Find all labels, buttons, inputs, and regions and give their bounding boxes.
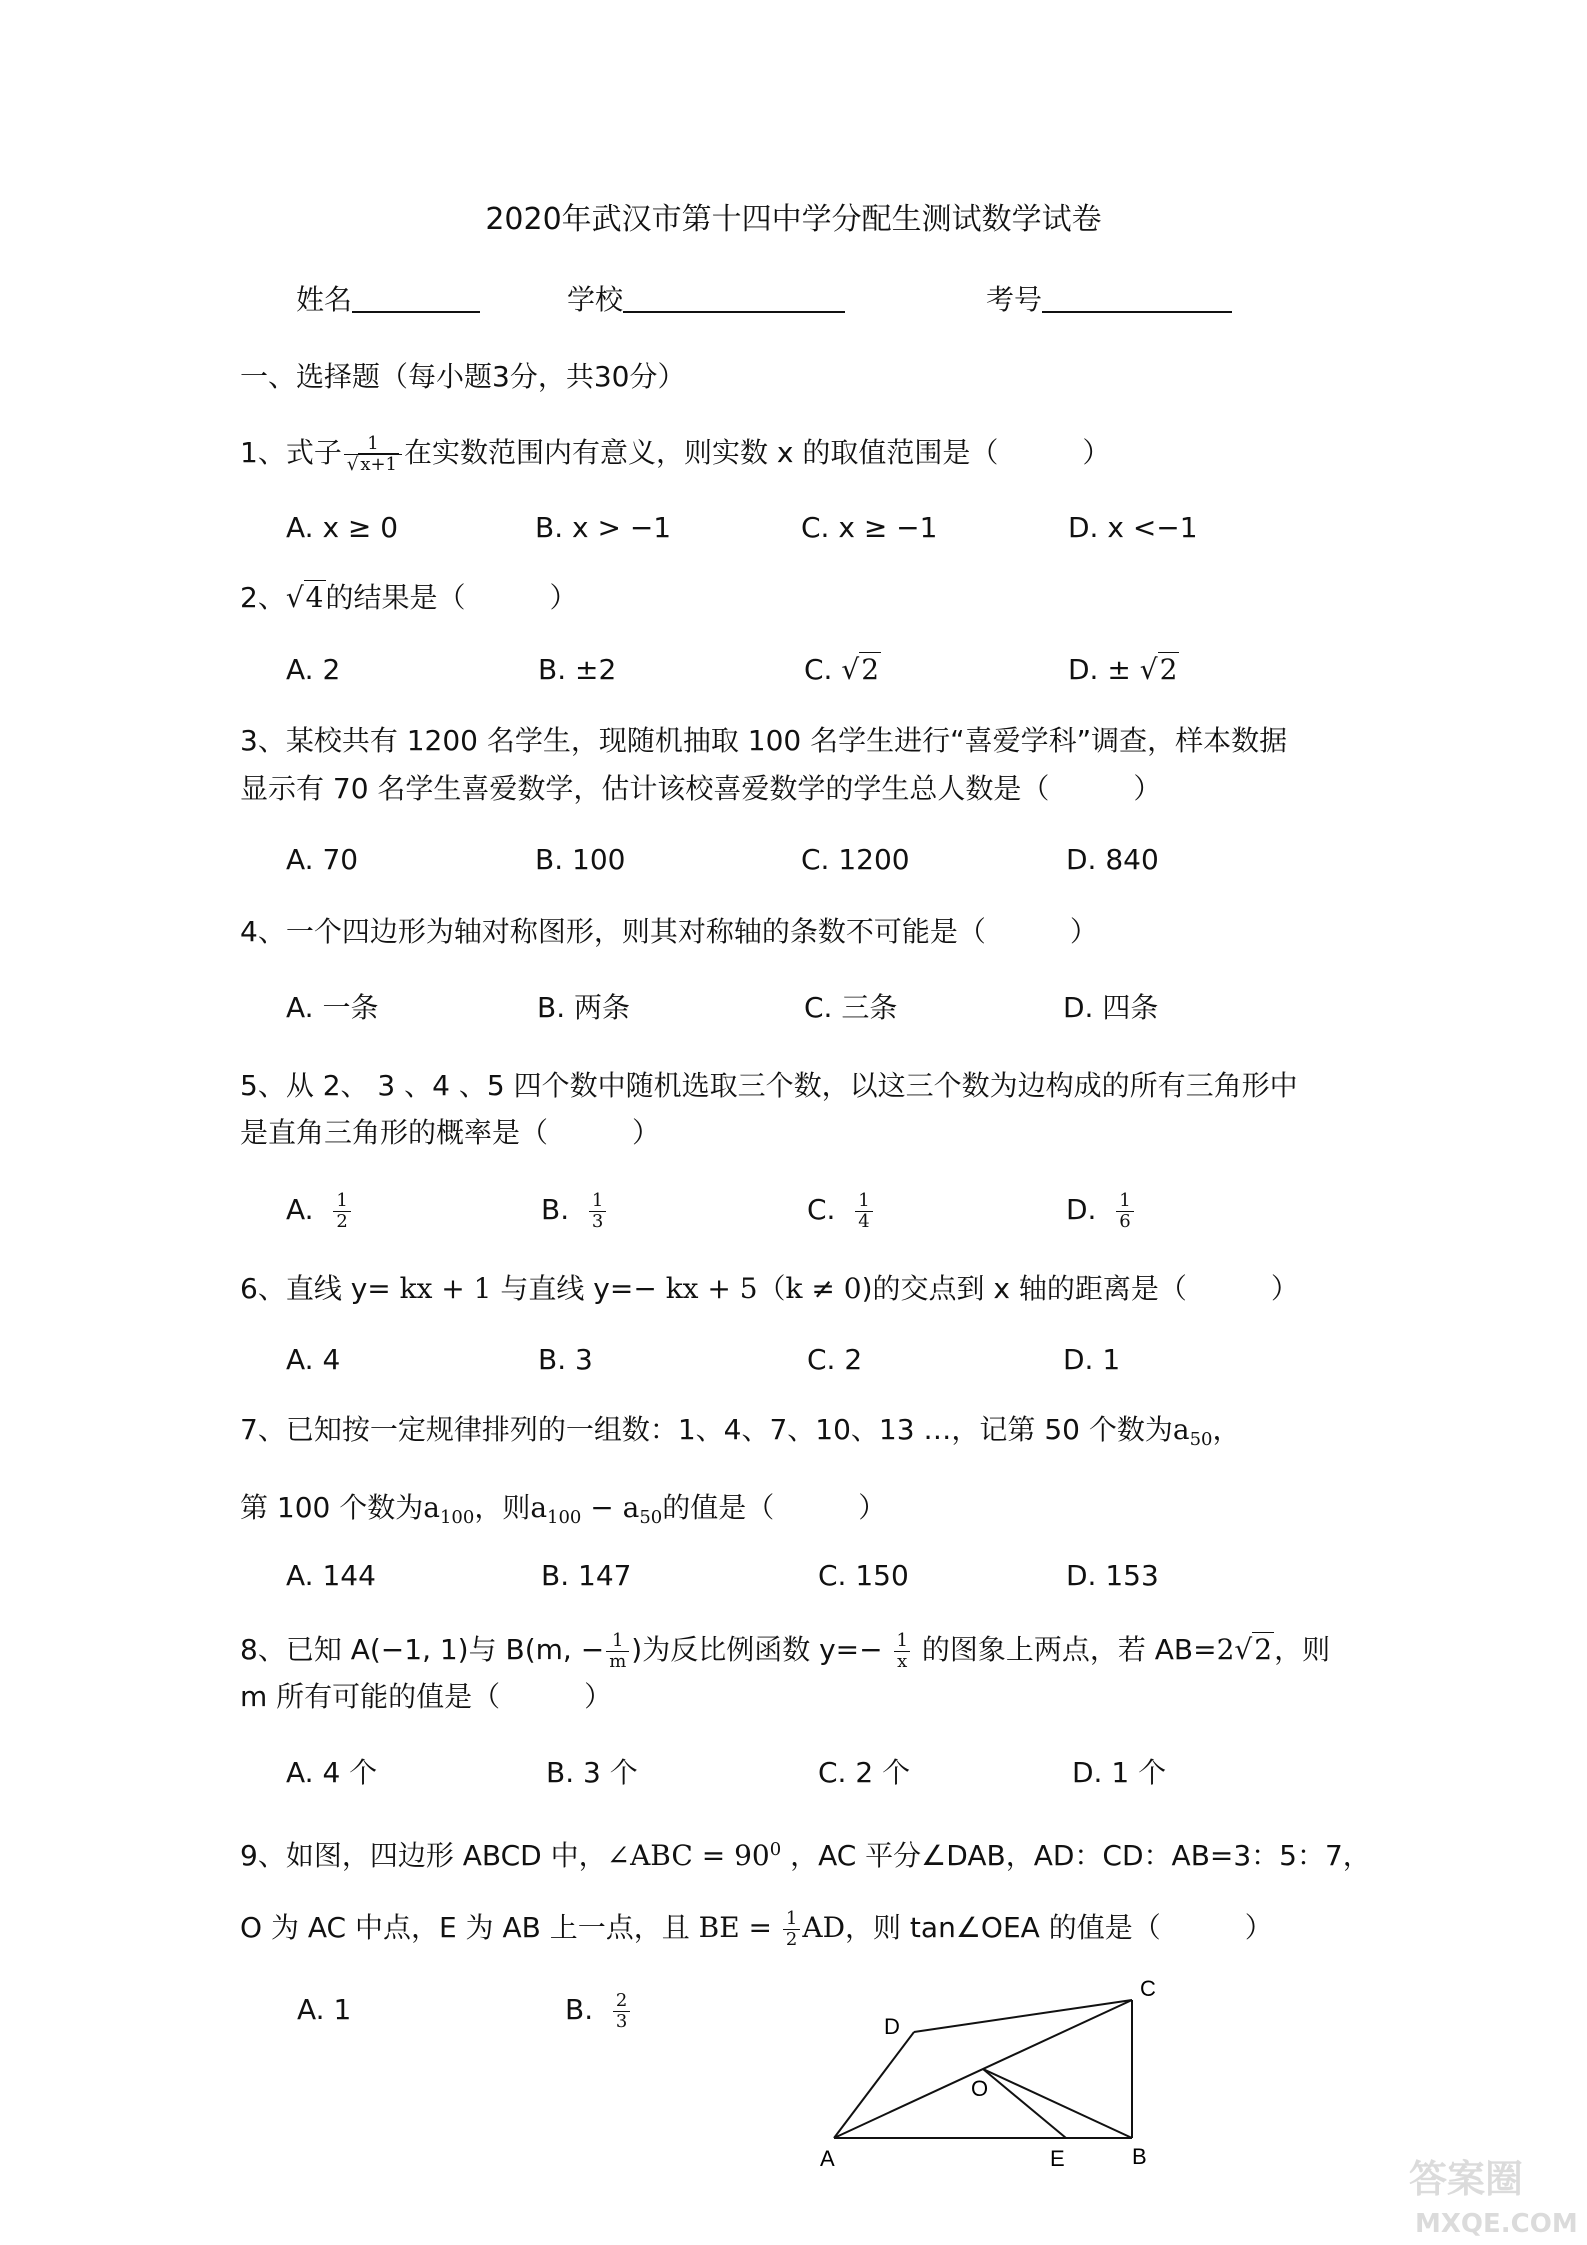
q7-a-symbol-3: a [530, 1491, 548, 1524]
q7-index-100: 100 [439, 1507, 475, 1528]
school-blank[interactable] [623, 283, 845, 313]
q8-yfrac-den: x [894, 1651, 910, 1672]
label-b: B [1132, 2144, 1147, 2169]
q9-b-den: 3 [613, 2011, 630, 2032]
q8-coef: 2 [1216, 1633, 1235, 1666]
q7-option-a: A. 144 [286, 1559, 376, 1592]
q9-text-4: ，则 tan∠OEA 的值是（ ） [845, 1911, 1273, 1944]
q7-index-50-b: 50 [639, 1507, 663, 1528]
q6-option-a: A. 4 [286, 1343, 341, 1376]
q8-option-a: A. 4 个 [286, 1756, 378, 1789]
exam-no-label: 考号 [986, 283, 1043, 316]
q7-a-symbol-2: a [423, 1491, 440, 1524]
question-4: 4、一个四边形为轴对称图形，则其对称轴的条数不可能是（ ） [240, 915, 1098, 948]
q6-option-c: C. 2 [807, 1343, 863, 1376]
q3-option-d: D. 840 [1066, 843, 1159, 876]
question-7-line-2 [240, 1488, 886, 1538]
q5-option-b-fraction [589, 1191, 606, 1232]
q2-option-c-radicand: 2 [861, 653, 880, 686]
q9-option-a: A. 1 [297, 1993, 352, 2026]
q9-frac-den: 2 [783, 1929, 800, 1950]
question-9-line-1 [240, 1830, 1371, 1876]
q7-a-symbol-4: a [622, 1491, 640, 1524]
q1-option-c: C. x ≥ −1 [801, 511, 938, 544]
q9-option-b-fraction [613, 1991, 630, 2032]
section-heading: 一、选择题（每小题3分，共30分） [240, 360, 686, 393]
q7-text-1: 7、已知按一定规律排列的一组数：1、4、7、10、13 …，记第 50 个数为 [240, 1413, 1173, 1446]
school-label: 学校 [567, 283, 624, 316]
q2-option-d-label: D. ± [1068, 653, 1140, 686]
q7-option-d: D. 153 [1066, 1559, 1159, 1592]
q6-text-1: 6、直线 y= [240, 1272, 391, 1305]
q7-text-3: 第 100 个数为 [240, 1491, 424, 1524]
q8-yfrac-num: 1 [896, 1629, 908, 1651]
q6-math-1: kx + 1 [390, 1272, 501, 1305]
q5-option-d-fraction [1116, 1191, 1133, 1232]
label-e: E [1050, 2146, 1065, 2171]
q6-math-3: k ≠ 0 [785, 1272, 862, 1305]
question-6 [240, 1269, 1299, 1309]
q3-option-a: A. 70 [286, 843, 359, 876]
q1-frac-den: √ x+1 [344, 454, 402, 475]
watermark-top-text: 答案圈 [1409, 2157, 1524, 2201]
q9-b-num: 2 [615, 1989, 628, 2011]
q7-a100 [423, 1491, 475, 1528]
q8-frac-den: m [606, 1651, 629, 1672]
q2-option-c-label: C. [804, 653, 842, 686]
label-a: A [820, 2146, 835, 2171]
q5-option-a-label: A. [286, 1193, 314, 1226]
q5-option-c [807, 1190, 875, 1232]
segment-ob [983, 2069, 1132, 2138]
q9-math-ad: AD [802, 1911, 846, 1944]
watermark-bottom-text: MXQE.COM [1415, 2209, 1578, 2239]
q5-option-b-label: B. [541, 1193, 570, 1226]
q8-text-2: )为反比例函数 y=− [631, 1633, 883, 1666]
q6-option-d: D. 1 [1063, 1343, 1121, 1376]
q9-text-3: O 为 AC 中点，E 为 AB 上一点，且 [240, 1911, 690, 1944]
question-3-line-2: 显示有 70 名学生喜爱数学，估计该校喜爱数学的学生总人数是（ ） [240, 772, 1162, 805]
q2-radicand: 4 [305, 581, 324, 614]
q7-difference [530, 1491, 663, 1528]
question-2 [240, 578, 578, 618]
q5-c-den: 4 [855, 1211, 872, 1232]
q9-option-b-label: B. [565, 1993, 594, 2026]
q7-minus: − [581, 1491, 623, 1524]
q1-prefix: 1、式子 [240, 436, 342, 469]
q1-option-d: D. x <−1 [1068, 511, 1198, 544]
q2-option-c [804, 650, 881, 690]
q9-text-2: ，AC 平分∠DAB，AD：CD：AB=3：5：7， [790, 1839, 1371, 1872]
question-1 [240, 433, 1110, 475]
q1-radicand: x+1 [360, 453, 397, 475]
q7-option-c: C. 150 [818, 1559, 909, 1592]
q9-figure [800, 1960, 1200, 2180]
q8-fraction-1 [606, 1631, 629, 1672]
q1-fraction [344, 434, 402, 475]
q6-option-b: B. 3 [538, 1343, 593, 1376]
q7-text-5: 的值是（ ） [662, 1491, 887, 1524]
q1-frac-num: 1 [367, 432, 379, 454]
q2-prefix: 2、 [240, 581, 286, 614]
q9-angle [607, 1839, 782, 1872]
q5-option-d-label: D. [1066, 1193, 1097, 1226]
q2-option-d-radicand: 2 [1159, 653, 1178, 686]
q5-option-c-fraction [855, 1191, 872, 1232]
q1-option-b: B. x > −1 [535, 511, 672, 544]
q8-option-c: C. 2 个 [818, 1756, 911, 1789]
q8-fraction-2 [894, 1631, 911, 1672]
q4-option-c: C. 三条 [804, 991, 898, 1024]
q2-option-a: A. 2 [286, 653, 341, 686]
q8-frac-num: 1 [612, 1629, 624, 1651]
q6-math-2: − kx + 5 [633, 1272, 758, 1305]
watermark-logo [1405, 2150, 1580, 2240]
q7-option-b: B. 147 [541, 1559, 632, 1592]
q7-text-2: ， [1212, 1413, 1241, 1446]
school-field [567, 280, 845, 320]
q4-option-d: D. 四条 [1063, 991, 1159, 1024]
q7-a-symbol: a [1172, 1413, 1190, 1446]
q5-d-den: 6 [1116, 1211, 1133, 1232]
name-blank[interactable] [352, 283, 480, 313]
q8-text-5: ，则 [1274, 1633, 1331, 1666]
question-5-line-1: 5、从 2、 3 、4 、5 四个数中随机选取三个数，以这三个数为边构成的所有三角形中 [240, 1069, 1298, 1102]
q6-text-2: 与直线 y= [500, 1272, 634, 1305]
q5-a-den: 2 [333, 1211, 350, 1232]
page-title [0, 200, 1587, 240]
q5-d-num: 1 [1119, 1189, 1131, 1211]
q8-option-d: D. 1 个 [1072, 1756, 1167, 1789]
q5-a-num: 1 [336, 1189, 348, 1211]
q5-b-num: 1 [591, 1189, 604, 1211]
question-3-line-1: 3、某校共有 1200 名学生，现随机抽取 100 名学生进行“喜爱学科”调查，样本数据 [240, 724, 1288, 757]
title-text: 2020年武汉市第十四中学分配生测试数学试卷 [485, 202, 1102, 237]
q2-option-d [1068, 650, 1179, 690]
q1-suffix: 在实数范围内有意义，则实数 x 的取值范围是（ ） [404, 436, 1111, 469]
name-field [296, 280, 480, 320]
q9-text-1: 9、如图，四边形 ABCD 中， [240, 1839, 607, 1872]
q8-text-3: 的图象上两点，若 AB= [921, 1633, 1217, 1666]
exam-no-field [986, 280, 1232, 320]
q5-option-d [1066, 1190, 1136, 1232]
q8-radicand: 2 [1254, 1633, 1273, 1666]
name-label: 姓名 [296, 283, 353, 316]
q2-suffix: 的结果是（ ） [325, 581, 578, 614]
question-5-line-2: 是直角三角形的概率是（ ） [240, 1116, 661, 1149]
question-8-line-1 [240, 1630, 1330, 1672]
q9-option-b [565, 1990, 632, 2032]
q7-a50 [1172, 1413, 1213, 1450]
q2-option-d-sqrt: √2 [1139, 653, 1178, 686]
q7-index-50: 50 [1189, 1429, 1213, 1450]
segment-oe [983, 2069, 1066, 2138]
q6-text-4: )的交点到 x 轴的距离是（ ） [861, 1272, 1299, 1305]
label-d: D [884, 2014, 900, 2039]
q9-fraction [783, 1909, 800, 1950]
q8-text-1: 8、已知 A(−1, 1)与 B(m, − [240, 1633, 605, 1666]
q9-frac-num: 1 [785, 1907, 798, 1929]
question-8-line-2: m 所有可能的值是（ ） [240, 1680, 613, 1713]
q5-option-a-fraction [333, 1191, 350, 1232]
q2-option-c-sqrt: √2 [841, 653, 880, 686]
q9-angle-text: ∠ABC = 90 [606, 1839, 770, 1872]
q9-degree: 0 [769, 1839, 782, 1860]
q3-option-b: B. 100 [535, 843, 626, 876]
exam-no-blank[interactable] [1042, 283, 1232, 313]
question-9-line-2 [240, 1908, 1273, 1950]
label-c: C [1140, 1976, 1156, 2001]
q7-index-100-b: 100 [547, 1507, 582, 1528]
q1-option-a: A. x ≥ 0 [286, 511, 399, 544]
q2-option-b: B. ±2 [538, 653, 617, 686]
q2-sqrt: √4 [285, 581, 324, 614]
q4-option-a: A. 一条 [286, 991, 379, 1024]
q3-option-c: C. 1200 [801, 843, 910, 876]
q5-option-b [541, 1190, 608, 1232]
segment-da [834, 2032, 914, 2138]
question-7-line-1 [240, 1410, 1240, 1460]
q4-option-b: B. 两条 [537, 991, 631, 1024]
q8-option-b: B. 3 个 [546, 1756, 638, 1789]
label-o: O [971, 2076, 989, 2101]
q8-ab-value: 2√2 [1216, 1633, 1273, 1666]
q5-b-den: 3 [589, 1211, 606, 1232]
q6-text-3: （ [757, 1272, 786, 1305]
q7-text-4: ，则 [474, 1491, 531, 1524]
q5-c-num: 1 [858, 1189, 870, 1211]
q5-option-a [286, 1190, 353, 1232]
q9-math-be: BE = [689, 1911, 781, 1944]
q5-option-c-label: C. [807, 1193, 836, 1226]
